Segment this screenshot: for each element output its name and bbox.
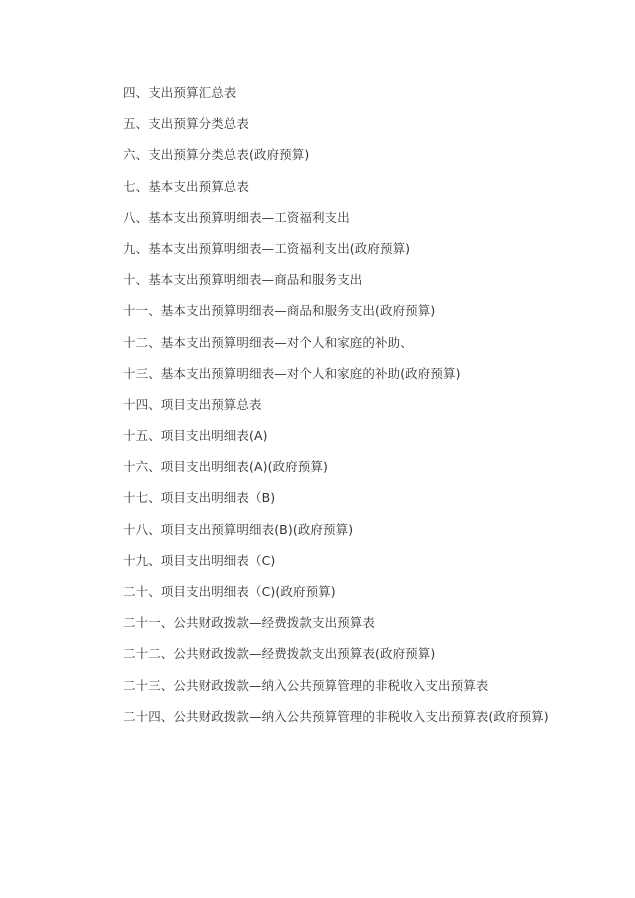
toc-item-17: 十七、项目支出明细表（B) <box>123 490 276 506</box>
toc-item-24: 二十四、公共财政拨款—纳入公共预算管理的非税收入支出预算表(政府预算) <box>123 709 549 725</box>
toc-item-6: 六、支出预算分类总表(政府预算) <box>123 147 310 163</box>
toc-item-13: 十三、基本支出预算明细表—对个人和家庭的补助(政府预算) <box>123 365 461 381</box>
toc-item-12: 十二、基本支出预算明细表—对个人和家庭的补助、 <box>123 334 413 350</box>
toc-item-20: 二十、项目支出明细表（C)(政府预算) <box>123 584 336 599</box>
toc-item-21: 二十一、公共财政拨款—经费拨款支出预算表 <box>123 615 376 631</box>
toc-item-22: 二十二、公共财政拨款—经费拨款支出预算表(政府预算) <box>123 646 436 662</box>
toc-item-7: 七、基本支出预算总表 <box>123 178 250 194</box>
toc-item-15: 十五、项目支出明细表(A) <box>123 428 268 444</box>
toc-item-18: 十八、项目支出预算明细表(B)(政府预算) <box>123 521 354 537</box>
toc-item-5: 五、支出预算分类总表 <box>123 116 250 132</box>
toc-item-16: 十六、项目支出明细表(A)(政府预算) <box>123 459 328 475</box>
toc-item-4: 四、支出预算汇总表 <box>123 85 237 100</box>
toc-item-8: 八、基本支出预算明细表—工资福利支出 <box>123 209 350 225</box>
toc-item-11: 十一、基本支出预算明细表—商品和服务支出(政府预算) <box>123 303 436 319</box>
toc-item-10: 十、基本支出预算明细表—商品和服务支出 <box>123 272 363 288</box>
toc-item-14: 十四、项目支出预算总表 <box>123 396 262 412</box>
table-of-contents <box>96 82 556 732</box>
toc-item-19: 十九、项目支出明细表（C) <box>123 552 276 568</box>
toc-item-9: 九、基本支出预算明细表—工资福利支出(政府预算) <box>123 240 411 256</box>
toc-item-23: 二十三、公共财政拨款—纳入公共预算管理的非税收入支出预算表 <box>123 677 489 693</box>
